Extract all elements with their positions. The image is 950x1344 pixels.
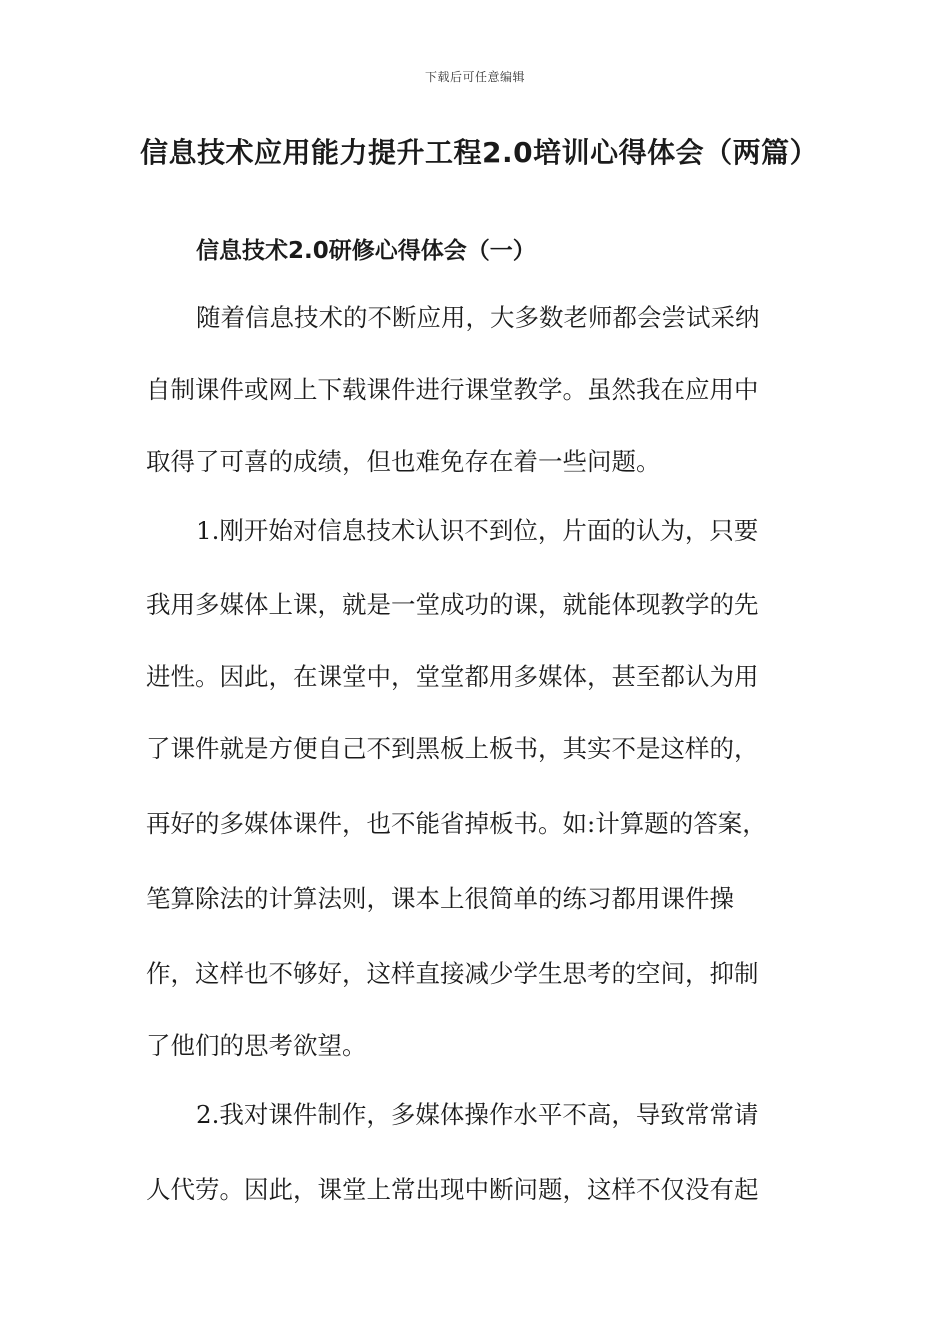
paragraph-line: 进性。因此，在课堂中，堂堂都用多媒体，甚至都认为用 xyxy=(146,662,759,691)
paragraph-line: 随着信息技术的不断应用，大多数老师都会尝试采纳 xyxy=(196,303,760,332)
section-title: 信息技术2.0研修心得体会（一） xyxy=(196,238,536,264)
document-title: 信息技术应用能力提升工程2.0培训心得体会（两篇） xyxy=(140,136,819,169)
paragraph-line: 了他们的思考欲望。 xyxy=(146,1031,367,1060)
header-note: 下载后可任意编辑 xyxy=(424,70,525,84)
paragraph-line: 再好的多媒体课件，也不能省掉板书。如:计算题的答案， xyxy=(146,809,767,838)
paragraph-line: 1.刚开始对信息技术认识不到位，片面的认为，只要 xyxy=(196,516,759,545)
paragraph-line: 作，这样也不够好，这样直接减少学生思考的空间，抑制 xyxy=(146,959,759,988)
paragraph-line: 笔算除法的计算法则，课本上很简单的练习都用课件操 xyxy=(146,884,734,913)
paragraph-line: 我用多媒体上课，就是一堂成功的课，就能体现教学的先 xyxy=(146,590,759,619)
paragraph-line: 2.我对课件制作，多媒体操作水平不高，导致常常请 xyxy=(196,1100,759,1129)
paragraph-line: 自制课件或网上下载课件进行课堂教学。虽然我在应用中 xyxy=(146,375,759,404)
paragraph-line: 了课件就是方便自己不到黑板上板书，其实不是这样的， xyxy=(146,734,759,763)
paragraph-line: 取得了可喜的成绩，但也难免存在着一些问题。 xyxy=(146,447,661,476)
paragraph-line: 人代劳。因此，课堂上常出现中断问题，这样不仅没有起 xyxy=(146,1175,759,1204)
